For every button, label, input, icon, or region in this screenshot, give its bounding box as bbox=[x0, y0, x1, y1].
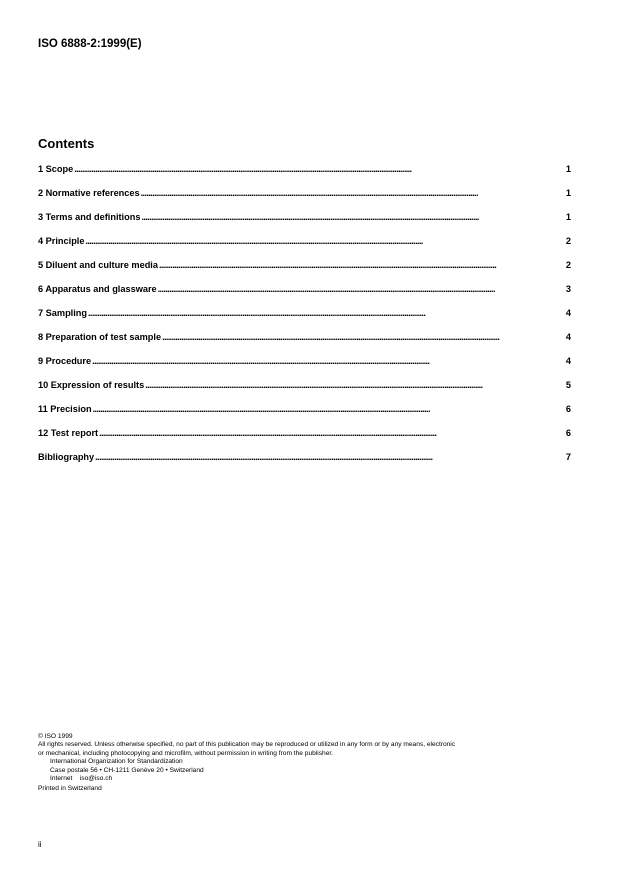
toc-entry-label: 10 Expression of results bbox=[38, 380, 145, 390]
toc-entry bbox=[38, 404, 571, 428]
toc-entry-page: 3 bbox=[565, 284, 571, 294]
toc-entry-page: 4 bbox=[565, 332, 571, 342]
copyright-block bbox=[38, 733, 583, 794]
toc-entry-label: 9 Procedure bbox=[38, 356, 92, 366]
internet-label: Internet bbox=[50, 775, 73, 783]
toc-dot-leader bbox=[141, 212, 564, 222]
toc-entry-label: Bibliography bbox=[38, 452, 95, 462]
toc-entry bbox=[38, 356, 571, 380]
contents-heading: Contents bbox=[38, 136, 95, 151]
toc-entry-label: 4 Principle bbox=[38, 236, 85, 246]
toc-entry-page: 6 bbox=[565, 428, 571, 438]
toc-entry-page: 1 bbox=[565, 188, 571, 198]
toc-dot-leader bbox=[93, 404, 565, 414]
toc-entry-page: 7 bbox=[565, 452, 571, 462]
toc-dot-leader bbox=[95, 452, 565, 462]
toc-entry-page: 2 bbox=[565, 236, 571, 246]
toc-dot-leader bbox=[74, 164, 565, 174]
toc-dot-leader bbox=[141, 188, 565, 198]
rights-statement-line-2: or mechanical, including photocopying and microfilm, without permission in writing from the publisher. bbox=[38, 749, 334, 757]
toc-entry-page: 2 bbox=[565, 260, 571, 270]
toc-entry-page: 6 bbox=[565, 404, 571, 414]
toc-entry bbox=[38, 260, 571, 284]
toc-entry bbox=[38, 284, 571, 308]
toc-entry-label: 3 Terms and definitions bbox=[38, 212, 141, 222]
toc-entry-label: 8 Preparation of test sample bbox=[38, 332, 162, 342]
toc-dot-leader bbox=[88, 308, 565, 318]
toc-entry bbox=[38, 428, 571, 452]
toc-entry-label: 5 Diluent and culture media bbox=[38, 260, 158, 270]
internet-address: iso@iso.ch bbox=[79, 775, 113, 783]
toc-entry-label: 7 Sampling bbox=[38, 308, 88, 318]
toc-entry bbox=[38, 452, 571, 476]
toc-entry-page: 5 bbox=[565, 380, 571, 390]
toc-entry-page: 4 bbox=[565, 308, 571, 318]
toc-entry bbox=[38, 188, 571, 212]
toc-dot-leader bbox=[99, 428, 565, 438]
toc-entry bbox=[38, 380, 571, 404]
postal-address: Case postale 56 • CH-1211 Genève 20 • Switzerland bbox=[50, 766, 204, 774]
toc-dot-leader bbox=[159, 260, 565, 270]
toc-entry-page: 1 bbox=[565, 164, 571, 174]
printed-location: Printed in Switzerland bbox=[38, 785, 102, 793]
toc-entry-page: 1 bbox=[565, 212, 571, 222]
toc-entry-label: 11 Precision bbox=[38, 404, 92, 414]
document-identifier: ISO 6888-2:1999(E) bbox=[38, 38, 142, 50]
toc-entry bbox=[38, 332, 571, 356]
toc-entry bbox=[38, 164, 571, 188]
rights-statement-line-1: All rights reserved. Unless otherwise specified, no part of this publication may be reproduced or utilized in any form or by any means, electronic bbox=[38, 741, 456, 749]
toc-entry-page: 4 bbox=[565, 356, 571, 366]
toc-dot-leader bbox=[158, 284, 565, 294]
page-number: ii bbox=[38, 840, 42, 849]
toc-entry-label: 12 Test report bbox=[38, 428, 99, 438]
toc-entry-label: 1 Scope bbox=[38, 164, 74, 174]
internet-contact bbox=[38, 775, 583, 783]
toc-dot-leader bbox=[162, 332, 565, 342]
copyright-notice: © ISO 1999 bbox=[38, 733, 73, 740]
toc-entry bbox=[38, 308, 571, 332]
organization-name: International Organization for Standardization bbox=[50, 758, 183, 766]
toc-dot-leader bbox=[92, 356, 565, 366]
toc-entry-label: 6 Apparatus and glassware bbox=[38, 284, 157, 294]
toc-dot-leader bbox=[145, 380, 565, 390]
toc-entry bbox=[38, 212, 571, 236]
toc-entry bbox=[38, 236, 571, 260]
toc-entry-label: 2 Normative references bbox=[38, 188, 140, 198]
toc-dot-leader bbox=[85, 236, 564, 246]
table-of-contents bbox=[38, 164, 571, 476]
